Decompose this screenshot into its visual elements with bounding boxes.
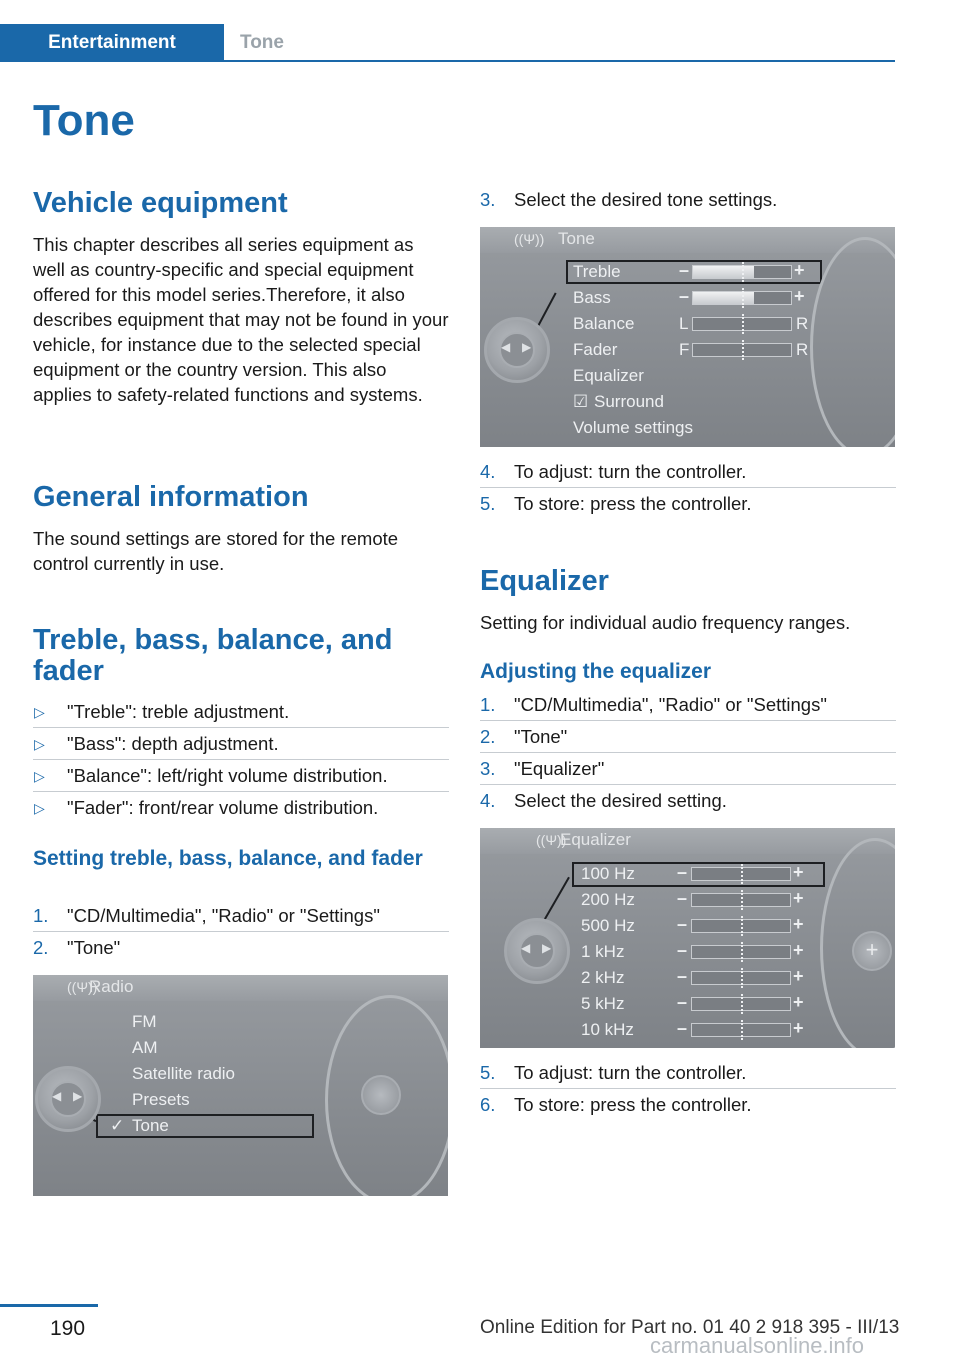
equalizer-steps-5-6: [480, 1057, 896, 1121]
divider: [480, 752, 896, 753]
balance-right-label: R: [796, 314, 809, 333]
plus-icon[interactable]: +: [794, 286, 805, 306]
tab-tone[interactable]: Tone: [240, 32, 284, 53]
band-label: 5 kHz: [581, 994, 625, 1013]
band-label: 200 Hz: [581, 890, 635, 909]
footer-rule: [0, 1304, 98, 1307]
band-label: 1 kHz: [581, 942, 625, 961]
footer-edition: Online Edition for Part no. 01 40 2 918 395 - III/13: [480, 1317, 900, 1338]
list-item: 2. "Tone": [480, 726, 568, 747]
treble-steps-4-5: [480, 456, 896, 520]
divider: [480, 784, 896, 785]
plus-icon[interactable]: +: [794, 260, 805, 280]
radio-menu-screenshot: [33, 975, 448, 1196]
minus-icon[interactable]: –: [677, 992, 688, 1012]
heading-vehicle-equipment: Vehicle equipment: [33, 187, 288, 219]
divider: [33, 727, 449, 728]
divider: [480, 720, 896, 721]
band-label: 500 Hz: [581, 916, 635, 935]
balance-left-label: L: [679, 314, 689, 333]
plus-icon[interactable]: +: [793, 966, 804, 986]
band-label: 100 Hz: [581, 864, 635, 883]
fader-slider[interactable]: [692, 343, 792, 357]
treble-slider[interactable]: [692, 265, 792, 279]
list-item: ▷ "Treble": treble adjustment.: [33, 696, 449, 728]
subheading-adjusting-equalizer: Adjusting the equalizer: [480, 660, 712, 683]
minus-icon[interactable]: –: [677, 862, 688, 882]
bass-slider[interactable]: [692, 291, 792, 305]
menu-item-bass[interactable]: Bass: [573, 288, 611, 307]
minus-icon[interactable]: –: [677, 940, 688, 960]
band-slider[interactable]: [691, 893, 791, 907]
minus-icon[interactable]: –: [677, 888, 688, 908]
band-slider[interactable]: [691, 1023, 791, 1037]
band-slider[interactable]: [691, 867, 791, 881]
menu-item-equalizer[interactable]: Equalizer: [573, 366, 644, 385]
list-item: ▷ "Fader": front/rear volume distribution.: [33, 792, 449, 824]
plus-icon[interactable]: +: [793, 992, 804, 1012]
triangle-bullet-icon: ▷: [34, 768, 45, 784]
band-label: 10 kHz: [581, 1020, 634, 1039]
general-information-text: The sound settings are stored for the remote control currently in use.: [33, 528, 399, 574]
menu-item-presets[interactable]: Presets: [132, 1090, 190, 1109]
display-arc: [810, 237, 895, 447]
list-item: 5. To adjust: turn the controller.: [480, 1062, 747, 1083]
minus-icon[interactable]: –: [679, 286, 690, 306]
equalizer-text: Setting for individual audio frequency ranges.: [480, 612, 851, 633]
tone-menu-screenshot: [480, 227, 895, 447]
band-slider[interactable]: [691, 919, 791, 933]
controller-knob-icon: ◀ ▶: [35, 1066, 101, 1132]
watermark: carmanualsonline.info: [650, 1333, 865, 1358]
plus-icon[interactable]: +: [793, 1018, 804, 1038]
controller-knob-icon: ◀ ▶: [504, 918, 570, 984]
list-item: ▷ "Balance": left/right volume distribution.: [33, 760, 449, 792]
list-item: 2. "Tone": [33, 937, 121, 958]
treble-bullet-list: [33, 696, 449, 824]
check-icon: ✓: [110, 1116, 125, 1135]
heading-treble-bass: Treble, bass, balance, and fader: [33, 624, 393, 687]
heading-equalizer: Equalizer: [480, 565, 609, 597]
divider: [33, 759, 449, 760]
fader-front-label: F: [679, 340, 690, 359]
triangle-bullet-icon: ▷: [34, 800, 45, 816]
triangle-bullet-icon: ▷: [34, 704, 45, 720]
treble-step-3: [480, 184, 896, 216]
divider: [33, 791, 449, 792]
list-item: 1. "CD/Multimedia", "Radio" or "Settings": [480, 694, 827, 715]
screen-title: Radio: [89, 977, 134, 996]
divider: [480, 487, 896, 488]
screen-title: Equalizer: [560, 830, 631, 849]
menu-item-surround[interactable]: Surround: [594, 392, 664, 411]
list-item: 1. "CD/Multimedia", "Radio" or "Settings": [33, 905, 380, 926]
fader-rear-label: R: [796, 340, 809, 359]
band-label: 2 kHz: [581, 968, 625, 987]
band-slider[interactable]: [691, 971, 791, 985]
divider: [480, 1088, 896, 1089]
plus-icon[interactable]: +: [793, 862, 804, 882]
controller-side-icon: [361, 1075, 401, 1115]
balance-slider[interactable]: [692, 317, 792, 331]
plus-circle-icon: +: [852, 931, 892, 971]
treble-steps-1-2: [33, 900, 449, 964]
controller-knob-icon: ◀ ▶: [484, 317, 550, 383]
minus-icon[interactable]: –: [677, 1018, 688, 1038]
page-number: 190: [50, 1317, 86, 1340]
screen-title-bar: [480, 227, 895, 253]
tab-entertainment[interactable]: Entertainment: [0, 24, 224, 62]
menu-item-am[interactable]: AM: [132, 1038, 158, 1057]
antenna-icon: ((Ψ)): [536, 832, 567, 848]
list-item: 3. Select the desired tone settings.: [480, 189, 778, 210]
equalizer-screenshot: [480, 828, 895, 1048]
screen-title-bar: [480, 828, 895, 854]
menu-item-balance[interactable]: Balance: [573, 314, 635, 333]
antenna-icon: ((Ψ)): [67, 979, 98, 995]
menu-item-volume-settings[interactable]: Volume settings: [573, 418, 694, 437]
list-item: 6. To store: press the controller.: [480, 1094, 752, 1115]
heading-general-information: General information: [33, 481, 309, 513]
minus-icon[interactable]: –: [679, 260, 690, 280]
menu-item-treble[interactable]: Treble: [573, 262, 621, 281]
checkbox-checked-icon[interactable]: ☑: [573, 392, 589, 411]
plus-icon[interactable]: +: [793, 914, 804, 934]
divider: [33, 931, 449, 932]
screen-title: Tone: [558, 229, 595, 248]
menu-item-tone[interactable]: Tone: [132, 1116, 169, 1135]
minus-icon[interactable]: –: [677, 966, 688, 986]
triangle-bullet-icon: ▷: [34, 736, 45, 752]
list-item: 5. To store: press the controller.: [480, 493, 752, 514]
page-title: Tone: [33, 96, 135, 145]
vehicle-equipment-text: This chapter describes all series equipment as well as country-specific and special equipment offered for this model series.Therefore, it also describes equipment that may not be found in your vehicle, for instance due to the selected special equipment or the country version. This also applies to safety-related functions and systems.: [33, 234, 449, 405]
band-slider[interactable]: [691, 945, 791, 959]
plus-icon[interactable]: +: [793, 940, 804, 960]
list-item: 3. "Equalizer": [480, 758, 605, 779]
subheading-setting-treble: Setting treble, bass, balance, and fader: [33, 847, 423, 870]
band-slider[interactable]: [691, 997, 791, 1011]
menu-item-satellite-radio[interactable]: Satellite radio: [132, 1064, 236, 1083]
antenna-icon: ((Ψ)): [514, 231, 545, 247]
plus-icon[interactable]: +: [793, 888, 804, 908]
list-item: 4. To adjust: turn the controller.: [480, 461, 747, 482]
equalizer-steps-1-4: [480, 689, 896, 817]
list-item: ▷ "Bass": depth adjustment.: [33, 728, 449, 760]
menu-item-fader[interactable]: Fader: [573, 340, 618, 359]
selection-highlight: [96, 1114, 314, 1138]
list-item: 4. Select the desired setting.: [480, 790, 727, 811]
header-tabs: [0, 24, 895, 62]
minus-icon[interactable]: –: [677, 914, 688, 934]
menu-item-fm[interactable]: FM: [132, 1012, 157, 1031]
